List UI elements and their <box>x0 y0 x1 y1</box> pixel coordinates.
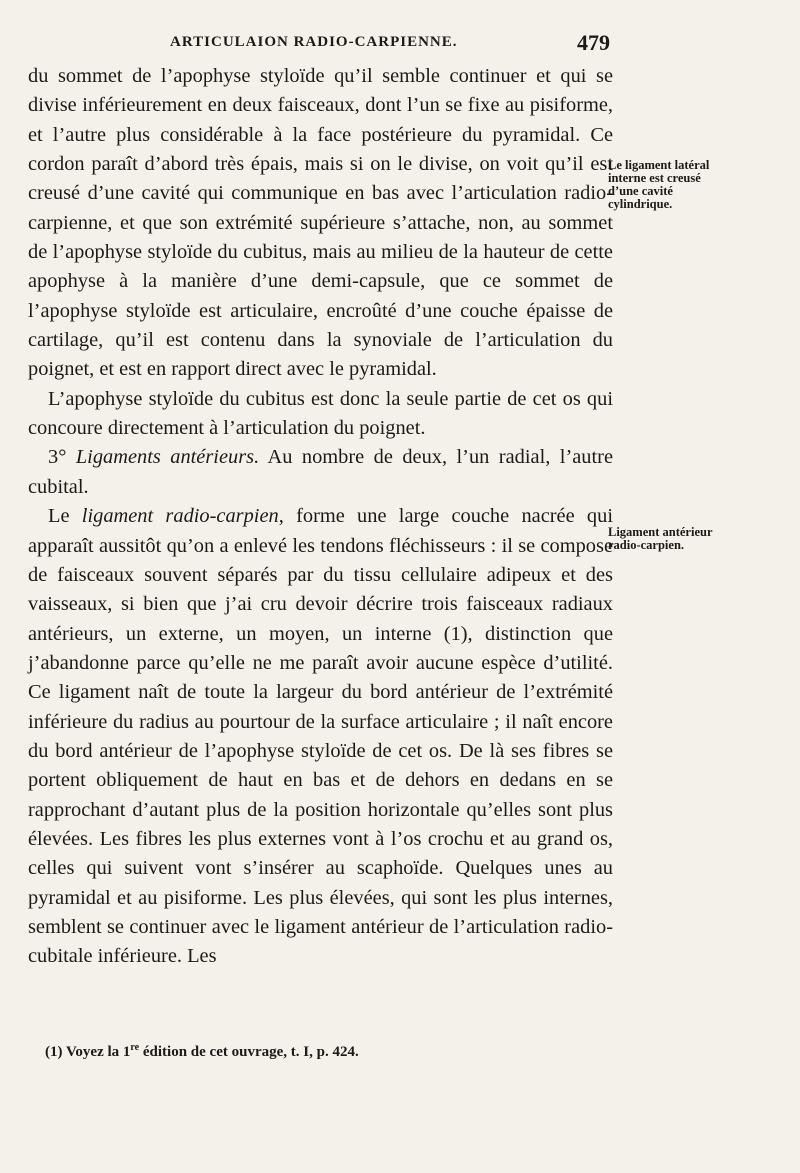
margin-note-ligament-lateral: Le ligament latéral interne est creusé d’une cavité cylindrique. <box>608 158 710 211</box>
section-heading: Ligaments antérieurs. <box>75 446 260 469</box>
main-text <box>28 62 613 972</box>
footnote-text: édition de cet ouvrage, t. I, p. 424. <box>139 1044 359 1060</box>
page-number: 479 <box>577 30 610 55</box>
paragraph-1: du sommet de l’apophyse styloïde qu’il semble continuer et qui se divise inférieurement en deux faisceaux, dont l’un se fixe au pisiforme, et l’autre plus considérable à la face postérieure du pyramidal. Ce cordon paraît d’abord très épais, mais si on le divise, on voit qu’il est creusé d’une cavité qui communique en bas avec l’articulation radio-carpienne, et que son extrémité supérieure s’attache, non, au sommet de l’apophyse styloïde du cubitus, mais au milieu de la hauteur de cette apophyse à la manière d’une demi-capsule, que ce sommet de l’apophyse styloïde est articulaire, encroûté d’une couche épaisse de cartilage, qu’il est contenu dans la synoviale de l’articulation du poignet, et est en rapport direct avec le pyramidal. <box>28 65 613 381</box>
section-text: Au nombre de deux, l’un radial, l’autre cubital. <box>28 446 613 498</box>
footnote-prefix: (1) Voyez la 1 <box>45 1044 131 1060</box>
paragraph-2: L’apophyse styloïde du cubitus est donc la seule partie de cet os qui concoure directement à l’articulation du poignet. <box>28 387 613 440</box>
running-title: ARTICULAION RADIO-CARPIENNE. <box>170 34 458 50</box>
paragraph-lead: Le <box>48 505 82 528</box>
ligament-term: ligament radio-carpien <box>81 505 279 528</box>
paragraph-3 <box>28 443 613 502</box>
paragraph-body: , forme une large couche nacrée qui apparaît aussitôt qu’on a enlevé les tendons fléchisseurs : il se compose de faisceaux souvent séparés par du tissu cellulaire adipeux et des vaisseaux, si bien que j’ai cru devoir décrire trois faisceaux radiaux antérieurs, un externe, un moyen, un interne (1), distinction que j’abandonne parce qu’elle ne me paraît avoir aucune espèce d’utilité. Ce ligament naît de toute la largeur du bord antérieur de l’extrémité inférieure du radius au pourtour de la surface articulaire ; il naît encore du bord antérieur de l’apophyse styloïde de cet os. De là ses fibres se portent obliquement de haut en bas et de dehors en dedans en se rapprochant d’autant plus de la position horizontale qu’elles sont plus élevées. Les fibres les plus externes vont à l’os crochu et au grand os, celles qui suivent vont s’insérer au scaphoïde. Quelques unes au pyramidal et au pisiforme. Les plus élevées, qui sont les plus internes, semblent se continuer avec le ligament antérieur de l’articulation radio-cubitale inférieure. Les <box>28 505 613 968</box>
section-number: 3° <box>48 446 67 469</box>
margin-note-ligament-anterieur: Ligament antérieur radio-carpien. <box>608 525 713 552</box>
footnote-sup: re <box>130 1042 140 1053</box>
paragraph-4 <box>28 502 613 972</box>
footnote <box>45 1042 605 1061</box>
